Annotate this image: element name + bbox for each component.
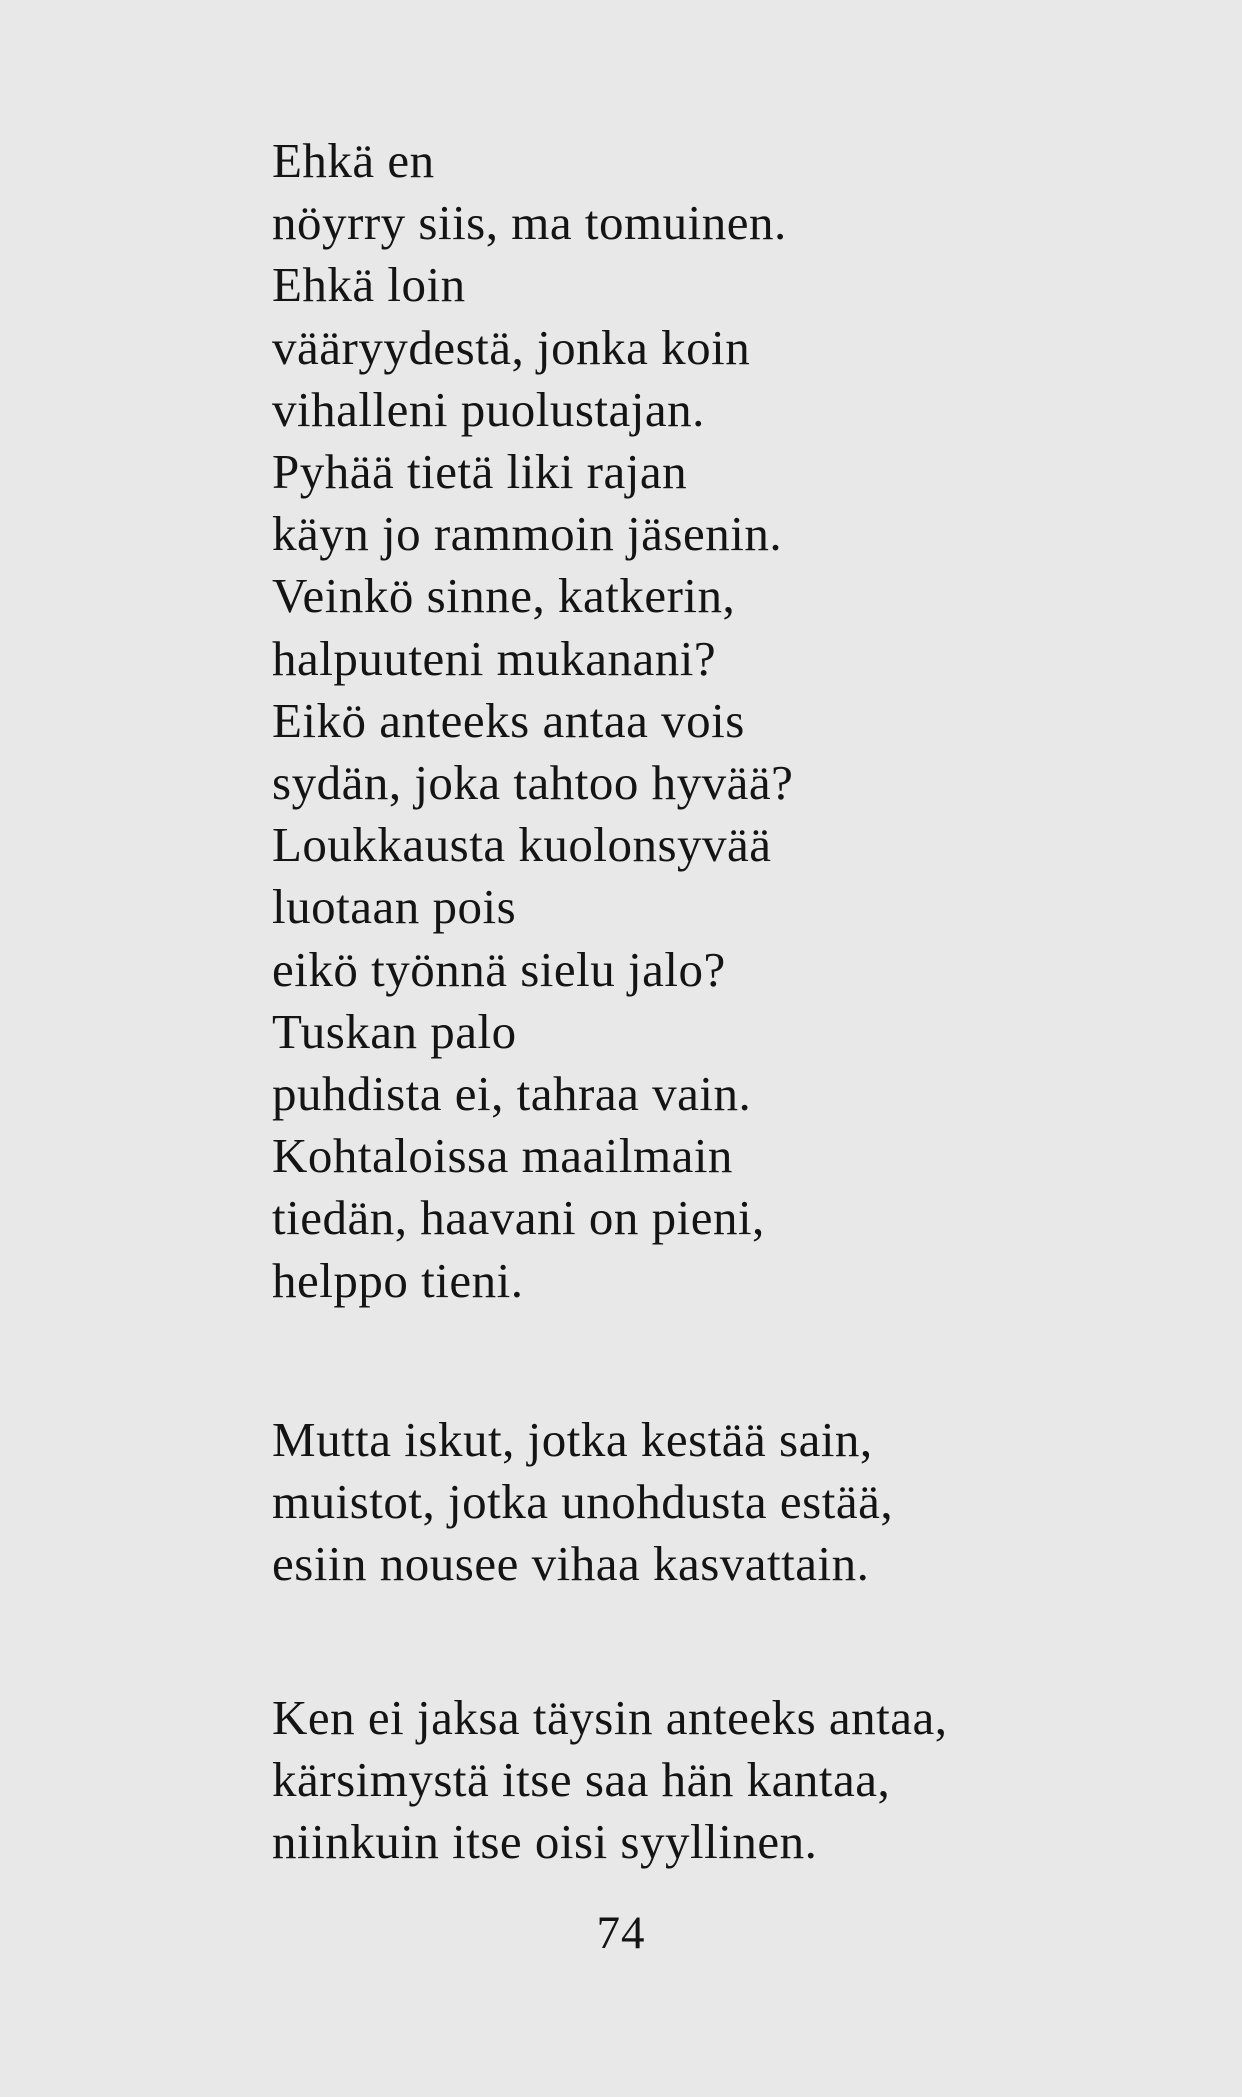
poem-stanza-2 [272, 1409, 893, 1596]
poem-stanza-1 [272, 130, 793, 1312]
poem-line: eikö työnnä sielu jalo? [272, 941, 726, 997]
poem-line: puhdista ei, tahraa vain. [272, 1066, 752, 1122]
poem-line: Mutta iskut, jotka kestää sain, [272, 1412, 873, 1467]
poem-line: esiin nousee vihaa kasvattain. [272, 1536, 870, 1592]
poem-line: Pyhää tietä liki rajan [272, 444, 688, 500]
poem-line: Veinkö sinne, katkerin, [272, 568, 736, 624]
poem-line: muistot, jotka unohdusta estää, [272, 1474, 894, 1530]
poem-line: Eikö anteeks antaa vois [272, 692, 745, 748]
page-number: 74 [596, 1907, 646, 1959]
poem-line: Ehkä loin [272, 257, 466, 313]
poem-line: Tuskan palo [272, 1003, 517, 1059]
poem-line: helppo tieni. [272, 1252, 524, 1308]
poem-line: vääryydestä, jonka koin [272, 319, 751, 375]
poem-line: nöyrry siis, ma tomuinen. [272, 195, 787, 251]
poem-line: luotaan pois [272, 879, 517, 935]
poem-line: tiedän, haavani on pieni, [272, 1190, 765, 1246]
poem-line: käyn jo rammoin jäsenin. [272, 506, 783, 562]
poem-line: niinkuin itse oisi syyllinen. [272, 1814, 818, 1870]
poem-line: kärsimystä itse saa hän kantaa, [272, 1752, 891, 1808]
poem-line: sydän, joka tahtoo hyvää? [272, 755, 794, 811]
poem-line: vihalleni puolustajan. [272, 381, 705, 437]
poem-line: Loukkausta kuolonsyvää [272, 817, 772, 873]
poem-line: halpuuteni mukanani? [272, 630, 717, 686]
poem-line: Ehkä en [272, 133, 435, 188]
poem-line: Ken ei jaksa täysin anteeks antaa, [272, 1690, 948, 1745]
poem-line: Kohtaloissa maailmain [272, 1128, 733, 1184]
poem-stanza-3 [272, 1687, 948, 1874]
